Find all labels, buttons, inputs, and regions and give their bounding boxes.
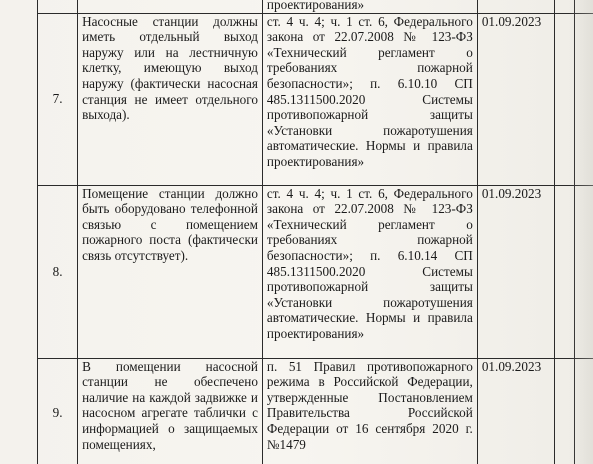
cell-empty <box>78 0 263 13</box>
law-reference-cell: ст. 4 ч. 4; ч. 1 ст. 6, Федерального закона от 22.07.2008 № 123-ФЗ «Технический регламент о требованиях пожарной безопасности»; п. 6.10.10 СП 485.1311500.2020 Системы противопожарной защиты «Установки пожаротушения автоматические. Нормы и правила проектирования» <box>262 13 477 185</box>
cell-empty <box>477 0 554 13</box>
law-reference-cell: п. 51 Правил противопожарного режима в Российской Федерации, утвержденные Постановлением Правительства Российской Федерации от 16 сентября 2020 г. №1479 <box>262 358 477 464</box>
table-row <box>38 13 593 185</box>
row-number: 8. <box>38 185 78 358</box>
cell-empty <box>38 0 78 13</box>
page-edge-shadow <box>569 0 593 464</box>
table-row <box>38 185 593 358</box>
deadline-cell: 01.09.2023 <box>477 358 554 464</box>
row-number: 7. <box>38 13 78 185</box>
requirement-cell: Насосные станции должны иметь отдельный выход наружу или на лестничную клетку, имеющую выход наружу (фактически насосная станция не имеет отдельного выхода). <box>78 13 263 185</box>
deadline-cell: 01.09.2023 <box>477 13 554 185</box>
requirement-cell: Помещение станции должно быть оборудовано телефонной связью с помещением пожарного поста (фактически связь отсутствует). <box>78 185 263 358</box>
row-number: 9. <box>38 358 78 464</box>
law-reference-cell: ст. 4 ч. 4; ч. 1 ст. 6, Федерального закона от 22.07.2008 № 123-ФЗ «Технический регламент о требованиях пожарной безопасности»; п. 6.10.14 СП 485.1311500.2020 Системы противопожарной защиты «Установки пожаротушения автоматические. Нормы и правила проектирования» <box>262 185 477 358</box>
law-cell-top: проектирования» <box>262 0 477 13</box>
requirement-cell: В помещении насосной станции не обеспечено наличие на каждой задвижке и насосном агрегате таблички с информацией о защищаемых помещениях, <box>78 358 263 464</box>
violations-table <box>37 0 593 464</box>
deadline-cell: 01.09.2023 <box>477 185 554 358</box>
table-row-top <box>38 0 593 13</box>
table-row <box>38 358 593 464</box>
